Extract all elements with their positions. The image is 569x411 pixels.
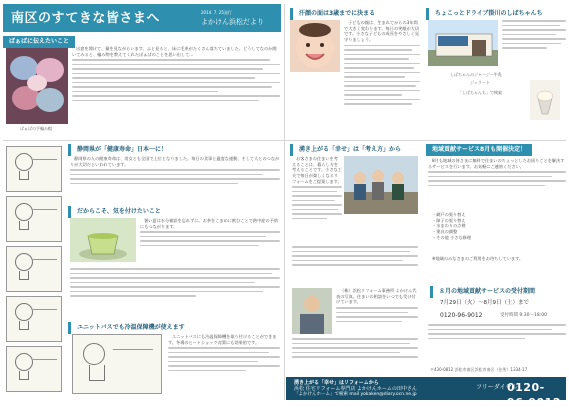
baby-photo (290, 20, 340, 72)
drive-caption-search: 「しばちゃんち」で検索 (458, 90, 502, 95)
free-dial-number: 0120-96-9012 (507, 381, 561, 409)
community-list-item: ・建具の調整 (432, 229, 458, 235)
section-title-knitting: ばぁばに伝えたいこと (3, 36, 75, 48)
community-list (432, 212, 566, 252)
section-title-tea: だからこそ、気を付けたいこと (68, 206, 167, 218)
health-text (70, 156, 280, 200)
section-title-drive: ちょこっとドライブ掛川のしばちゃんち (426, 8, 549, 20)
unitbath-paragraph: ユニットバスにも冷温保障機を取り付けることができます。冬場のヒートショック対策にも効果的です。 (168, 334, 277, 345)
schedule-time: 受付時間 9:30～18:00 (500, 313, 548, 318)
reform-text-more (292, 338, 418, 374)
unitbath-sketch (72, 334, 162, 394)
baby-text (344, 20, 420, 132)
community-list-item: ・水まわりの点検 (432, 223, 466, 229)
baby-text-lines (344, 45, 420, 105)
free-dial-box (472, 378, 566, 409)
drive-caption-milk: しばちゃんのジャージー牛乳 (450, 72, 502, 77)
schedule-text-lines (428, 324, 566, 339)
knitting-text-lines (72, 59, 280, 101)
exercise-sketch-4 (6, 296, 62, 342)
row-divider (3, 140, 566, 141)
newsletter-header (3, 4, 281, 32)
section-title-happiness: 湧き上がる「幸せ」は「考え方」から (290, 144, 407, 156)
schedule-text (428, 324, 566, 360)
reform-paragraph: （株）浜松リフォーム事務所 よかけん代表の写真。住まいの相談をいつでも受け付けています。 (336, 288, 417, 305)
newsletter-title: 南区のすてきな皆さまへ (11, 11, 160, 26)
happiness-text-lines-2 (292, 246, 418, 266)
unitbath-text-lines (168, 347, 280, 371)
tea-text-lines (140, 231, 280, 246)
community-text (428, 158, 566, 210)
section-title-community: 地域貢献サービス8月も開催決定！ (426, 144, 532, 156)
unitbath-text (168, 334, 280, 394)
knitting-paragraph: 出窓を開けて、猫を見ながらいます。ふと見ると、床に毛糸がたくさん落ちていました。どうしてなのか聞いてみると、編み物を教えてくれたばぁばのことを思い出して… (72, 46, 277, 57)
community-list-item: ・障子の張り替え (432, 217, 466, 223)
tea-text (140, 218, 280, 262)
community-list-item: ・網戸の張り替え (432, 212, 466, 217)
exercise-sketch-3 (6, 246, 62, 292)
free-dial-label: フリーダイヤル (476, 384, 518, 391)
exercise-sketch-1 (6, 146, 62, 192)
tea-photo (70, 218, 136, 262)
tea-paragraph: 暑い夏は水分補給を忘れずに。お茶をこまめに飲むことで熱中症の予防にもつながります。 (140, 218, 279, 229)
community-note-text: ※地域のみなさまのご利用をお待ちしています。 (432, 256, 524, 261)
community-paragraph: 8月も地域の皆さまに無料で住まいのちょっとしたお困りごとを解決するサービスを行います。お気軽にご連絡ください。 (428, 158, 565, 169)
shop-photo (428, 20, 498, 66)
happiness-paragraph: お客さまの住まいを考えることは、暮らし方を考えることです。小さな工夫で毎日が楽しくなるリフォームをご提案します。 (292, 156, 342, 184)
knitting-caption: ばぁばの手編み帽 (20, 126, 52, 131)
section-title-baby: 汗顔の面は3歳までに決まる (290, 8, 381, 20)
happiness-text-lines (292, 186, 342, 219)
schedule-period: 7月29日（火）～8月9日（土）まで (440, 300, 529, 306)
health-text-lines (70, 169, 280, 184)
tea-text-lines-2 (70, 268, 280, 297)
reform-text-lines-2 (292, 338, 418, 358)
footer-line-3: 「よかけんホーム」で検索 mail yokaken@diary.ocn.ne.jp (294, 392, 417, 397)
staff-group-photo (344, 156, 418, 214)
section-title-unitbath: ユニットバスでも冷温保障機が使えます (68, 322, 191, 334)
drive-caption-gelato: ジェラート (470, 80, 490, 85)
exercise-sketch-2 (6, 196, 62, 242)
exercise-sketch-5 (6, 346, 62, 392)
center-divider (284, 4, 285, 400)
reform-text-lines (336, 307, 418, 322)
drive-text (502, 20, 566, 70)
company-address: 〒430-0812 浜松市南区浜松市南区（住所）1334-17 (430, 367, 528, 372)
reform-text (336, 288, 418, 334)
issue-date: 2014. 7. 25発行 (201, 10, 232, 15)
community-list-item: ・その他 小さな修理 (432, 234, 472, 240)
section-title-schedule: ８月の地域貢献サービスの受付期間 (430, 286, 541, 298)
tea-text-extended (70, 268, 280, 318)
community-text-lines (428, 171, 566, 186)
drive-text-lines (502, 20, 566, 49)
knitting-text (72, 46, 280, 136)
happiness-text (292, 156, 342, 242)
community-note (428, 256, 566, 276)
footer-line-1: 湧き上がる「幸せ」はリフォームから (294, 380, 379, 386)
knitted-hats-photo (6, 48, 68, 124)
schedule-tel: 0120-96-9012 (440, 312, 483, 319)
gelato-photo (530, 80, 560, 120)
newsletter-subtitle: よかけん浜松だより (201, 18, 264, 26)
health-paragraph: 静岡県の人の健康寿命は、男女とも全国で上位となりました。毎日の食事と適度な運動、そして人とのつながりが大切だといわれています。 (70, 156, 280, 167)
section-title-health: 静岡県が「健康寿命」日本一に！ (68, 144, 173, 156)
representative-photo (292, 288, 332, 334)
footer-line-2: 浜松 住宅リフォーム専門店 よかけんホームの田中さん (294, 386, 417, 392)
happiness-text-more (292, 246, 418, 282)
baby-paragraph: 子どもの顔は、生まれてからの3年間で大きく変わります。毎日の笑顔が大切です。小さな子どもの成長をやさしく見守りましょう。 (344, 20, 420, 43)
